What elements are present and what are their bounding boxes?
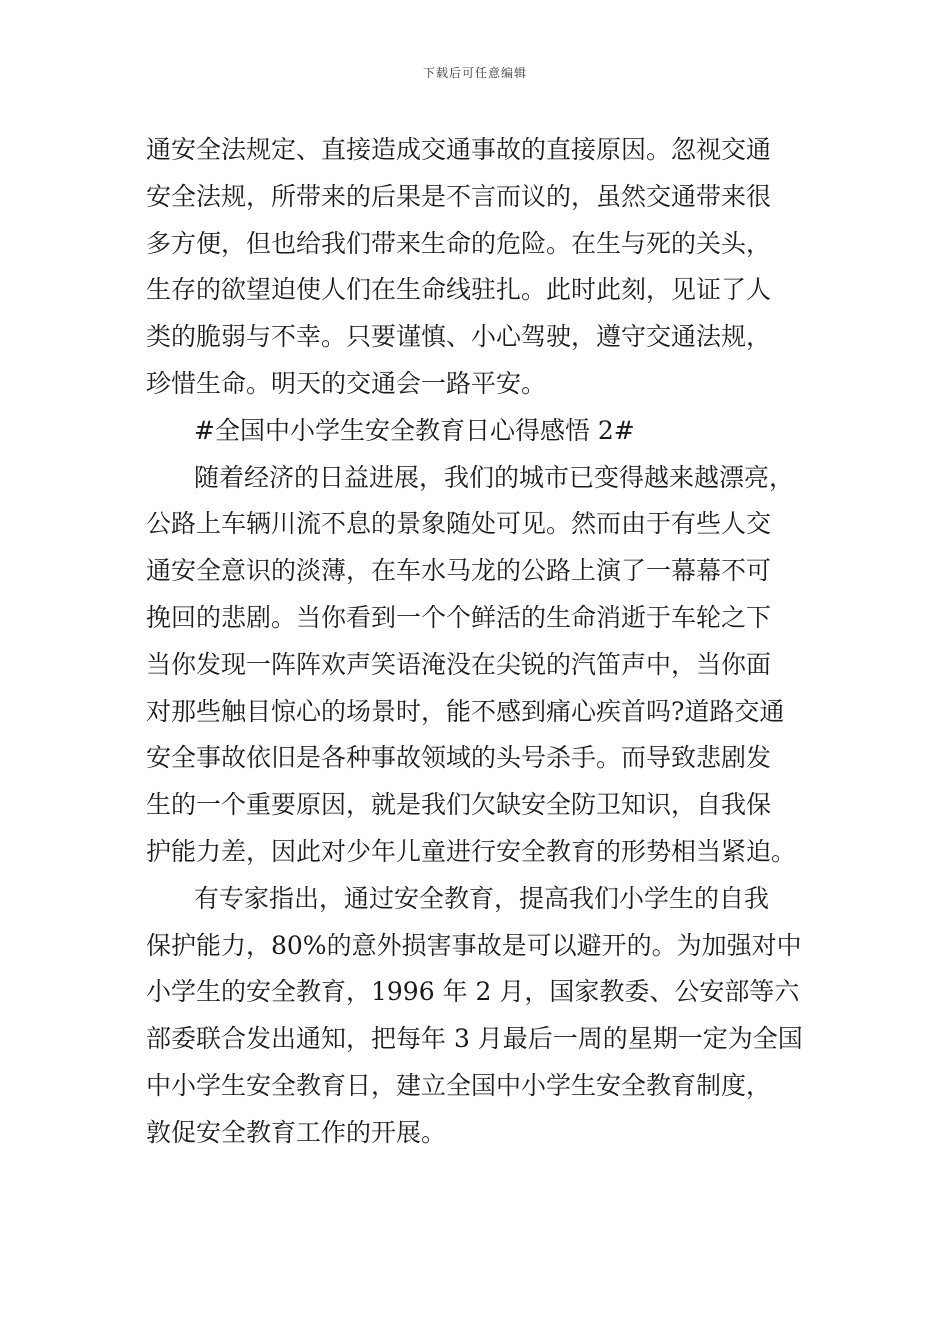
document-body xyxy=(146,127,810,1157)
text-line: 有专家指出，通过安全教育，提高我们小学生的自我 xyxy=(194,883,770,913)
text-line: 对那些触目惊心的场景时，能不感到痛心疾首吗?道路交通 xyxy=(146,696,785,726)
text-line: 安全法规，所带来的后果是不言而议的，虽然交通带来很 xyxy=(146,181,772,211)
text-line: 小学生的安全教育，1996 年 2 月，国家教委、公安部等六 xyxy=(146,977,800,1007)
text-line: 敦促安全教育工作的开展。 xyxy=(146,1117,447,1147)
section-heading: #全国中小学生安全教育日心得感悟 2# xyxy=(194,415,635,445)
text-line: 生存的欲望迫使人们在生命线驻扎。此时此刻，见证了人 xyxy=(146,275,772,305)
text-line: 护能力差，因此对少年儿童进行安全教育的形势相当紧迫。 xyxy=(146,836,797,866)
text-line: 生的一个重要原因，就是我们欠缺安全防卫知识，自我保 xyxy=(146,790,772,820)
text-line: 安全事故依旧是各种事故领域的头号杀手。而导致悲剧发 xyxy=(146,743,772,773)
text-line: 挽回的悲剧。当你看到一个个鲜活的生命消逝于车轮之下 xyxy=(146,602,772,632)
text-line: 通安全意识的淡薄，在车水马龙的公路上演了一幕幕不可 xyxy=(146,556,772,586)
page-header-note: 下载后可任意编辑 xyxy=(422,66,527,80)
text-line: 中小学生安全教育日，建立全国中小学生安全教育制度， xyxy=(146,1070,772,1100)
text-line: 珍惜生命。明天的交通会一路平安。 xyxy=(146,368,547,398)
text-line: 当你发现一阵阵欢声笑语淹没在尖锐的汽笛声中，当你面 xyxy=(146,649,772,679)
text-line: 保护能力，80%的意外损害事故是可以避开的。为加强对中 xyxy=(146,930,802,960)
text-line: 公路上车辆川流不息的景象随处可见。然而由于有些人交 xyxy=(146,509,772,539)
text-line: 通安全法规定、直接造成交通事故的直接原因。忽视交通 xyxy=(146,135,772,164)
text-line: 多方便，但也给我们带来生命的危险。在生与死的关头， xyxy=(146,228,772,258)
text-line: 部委联合发出通知，把每年 3 月最后一周的星期一定为全国 xyxy=(146,1024,803,1054)
text-line: 类的脆弱与不幸。只要谨慎、小心驾驶，遵守交通法规， xyxy=(146,322,772,352)
text-line: 随着经济的日益进展，我们的城市已变得越来越漂亮， xyxy=(194,462,795,492)
